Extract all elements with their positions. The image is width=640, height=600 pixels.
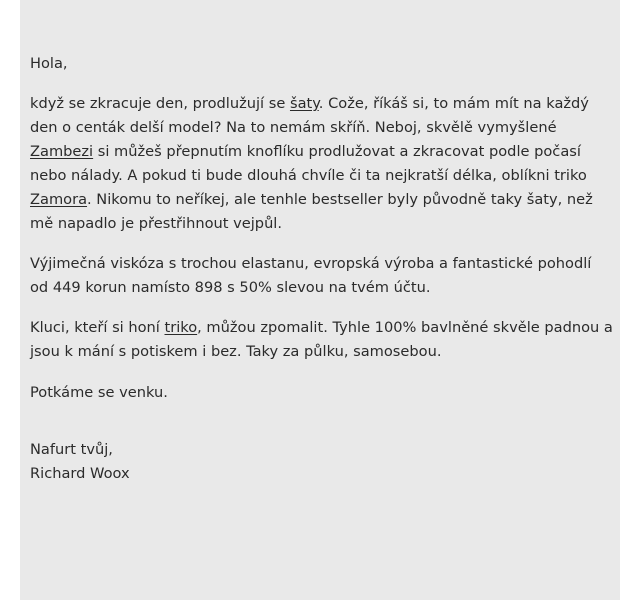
paragraph-text: . Cože, říkáš si, to mám mít na každý den o centák delší model? Na to nemám skříň. Neboj, skvělě vymyšlené xyxy=(30,95,589,136)
closing-line: Potkáme se venku. xyxy=(30,384,168,401)
paragraph-text: když se zkracuje den, prodlužují se xyxy=(30,95,290,112)
paragraph-men-tshirts xyxy=(30,316,614,364)
signoff-line: Nafurt tvůj, xyxy=(30,441,113,458)
paragraph-text: , můžou zpomalit. Tyhle 100% bavlněné skvěle padnou a jsou k mání s potiskem i bez. Taky za půlku, samosebou. xyxy=(30,319,613,360)
link-zambezi[interactable]: Zambezi xyxy=(30,143,94,160)
signature-name: Richard Woox xyxy=(30,465,130,482)
paragraph-dresses xyxy=(30,92,614,236)
paragraph-text: Kluci, kteří si honí xyxy=(30,319,165,336)
greeting: Hola, xyxy=(30,55,68,72)
paragraph-pricing: Výjimečná viskóza s trochou elastanu, evropská výroba a fantastické pohodlí od 449 korun namísto 898 s 50% slevou na tvém účtu. xyxy=(30,255,592,296)
link-zamora[interactable]: Zamora xyxy=(30,191,88,208)
signature-block xyxy=(30,438,614,486)
link-saty[interactable]: šaty xyxy=(289,95,319,112)
paragraph-text: si můžeš přepnutím knoflíku prodlužovat a zkracovat podle počasí nebo nálady. A pokud ti bude dlouhá chvíle či ta nejkratší délka, oblíkni triko xyxy=(30,143,587,184)
letter-content xyxy=(30,52,614,486)
link-triko[interactable]: triko xyxy=(164,319,198,336)
paragraph-text: . Nikomu to neříkej, ale tenhle bestseller byly původně taky šaty, než mě napadlo je přestřihnout vejpůl. xyxy=(30,191,593,232)
